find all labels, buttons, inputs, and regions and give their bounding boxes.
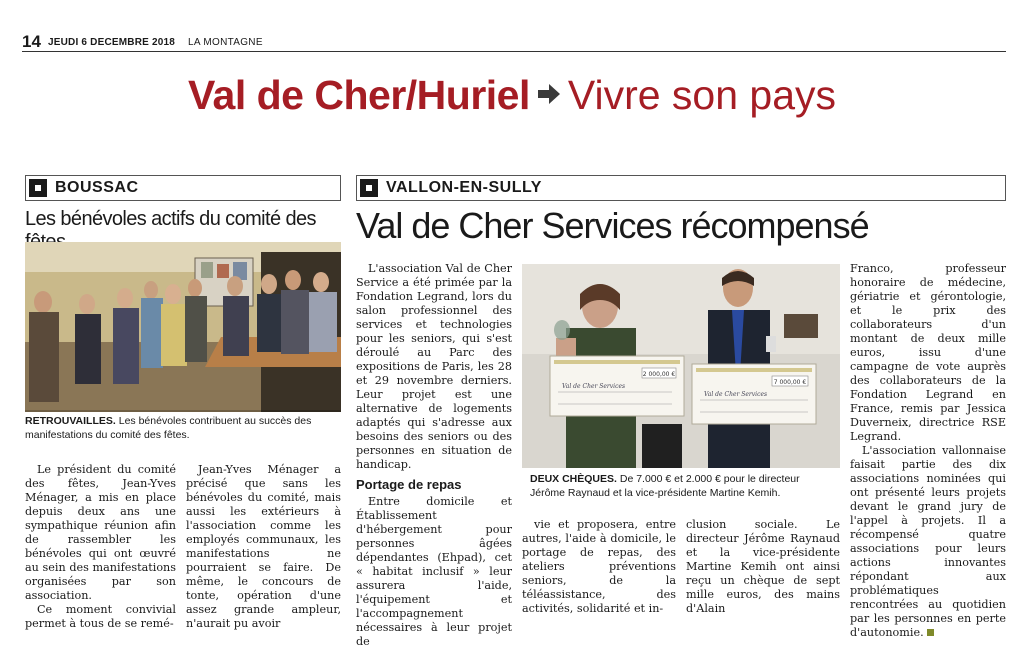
cheque-right xyxy=(692,364,816,424)
rubric-boussac: BOUSSAC xyxy=(25,175,341,201)
cheque-left-payee: Val de Cher Services xyxy=(562,383,626,390)
boussac-photo-caption: RETROUVAILLES. Les bénévoles contribuent au succès des manifestations du comité des fêtes. xyxy=(25,415,312,441)
rubric-square-icon xyxy=(29,179,47,197)
cheque-left xyxy=(550,356,684,416)
cheque-right-amount: 7 000,00 € xyxy=(773,379,807,386)
arrow-right-icon xyxy=(536,81,562,107)
rubric-vallon-en-sully: VALLON-EN-SULLY xyxy=(356,175,1006,201)
masthead-title: Val de Cher/Huriel xyxy=(187,72,530,118)
subheading-portage: Portage de repas xyxy=(356,477,462,492)
boussac-photo xyxy=(25,242,341,412)
section-masthead xyxy=(0,72,1024,128)
right-article-title: Val de Cher Services récompensé xyxy=(356,205,869,246)
left-article-title: Les bénévoles actifs du comité des xyxy=(25,208,316,230)
masthead-subtitle: Vivre son pays xyxy=(567,72,837,118)
cheques-photo xyxy=(522,264,840,468)
left-article-column-2: Jean-Yves Ménager a précisé que sans les bénévoles du comité, mais aussi les extérieurs à l'association comme les employés communaux, les manifestations ne pourraient se faire. De même, le concours de tonte, opération d'une assez grande ampleur, n'aurait pu avoir xyxy=(186,463,341,630)
issue-date: JEUDI 6 DECEMBRE 2018 xyxy=(48,37,176,48)
end-square-icon xyxy=(927,629,934,636)
folio-rule xyxy=(22,51,1006,52)
rubric-square-icon xyxy=(360,179,378,197)
right-article-column-2: vie et proposera, entre autres, l'aide à domicile, le portage de repas, des ateliers préventions seniors, de la téléassistance, des activités, solidarité et in- xyxy=(522,518,676,615)
right-article-column-4: Franco, professeur honoraire de médecine, gériatrie et gérontologie, et le prix des collaborateurs d'un montant de deux mille euros, issu d'une campagne de vote auprès des collaborateurs de la Fondation Legrand en France, remis par Jessica Duverneix, directrice RSE Legrand. L'association vallonnaise faisait partie des dix associations nominées qui ont présenté leurs projets devant le grand jury de l'appel à projets. Il a récompensé quatre associations pour leurs actions innovantes répondant aux problématiques rencontrées au quotidien par les personnes en perte d'autonomie. xyxy=(850,262,1006,639)
cheque-left-amount: 2 000,00 € xyxy=(642,371,676,378)
newspaper-name: LA MONTAGNE xyxy=(188,37,263,48)
page-number: 14 xyxy=(22,32,41,51)
right-article-column-1: L'association Val de Cher Service a été primée par la Fondation Legrand, lors du salon professionnel des services et technologies pour les seniors, qui s'est déroulé au Parc des expositions de Paris, les 28 et 29 novembre derniers. Leur projet est une alternative de logements adaptés qui s'adresse aux besoins des seniors ou des personnes en situation de handicap. Portage de repas Entre domicile et Établissement d'hébergement pour personnes âgées dépendantes (Ehpad), cet « habitat inclusif » leur assurera l'aide, l'équipement et l'accompagnement nécessaires à leur projet de xyxy=(356,262,512,648)
left-article-column-1: Le président du comité des fêtes, Jean-Yves Ménager, a mis en place depuis deux ans une sympathique réunion afin de rassembler les bénévoles qui ont œuvré au sein des manifestations organisées par son association. Ce moment convivial permet à tous de se remé- xyxy=(25,463,176,630)
cheques-photo-caption: DEUX CHÈQUES. De 7.000 € et 2.000 € pour le directeur Jérôme Raynaud et la vice-présidente Martine Kemih. xyxy=(530,473,800,499)
right-article-column-3: clusion sociale. Le directeur Jérôme Raynaud et la vice-présidente Martine Kemih ont ainsi reçu un chèque de sept mille euros, des mains d'Alain xyxy=(686,518,840,615)
page-folio xyxy=(22,34,1006,52)
cheque-right-payee: Val de Cher Services xyxy=(704,391,768,398)
